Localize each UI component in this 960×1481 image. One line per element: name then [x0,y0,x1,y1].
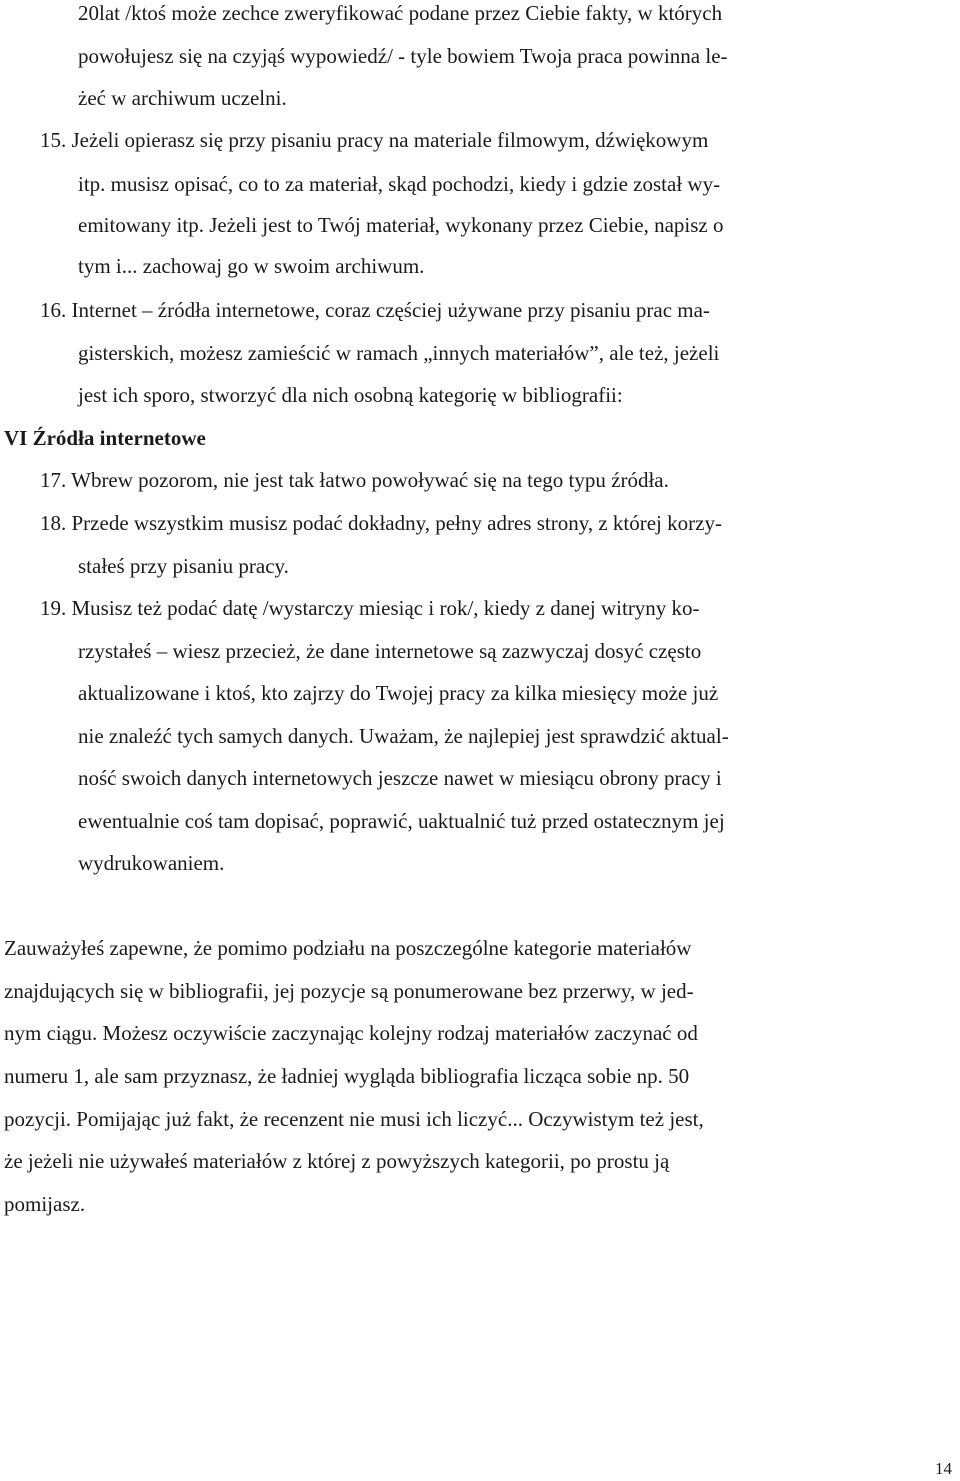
text-line: nie znaleźć tych samych danych. Uważam, że najlepiej jest sprawdzić aktual- [78,724,729,748]
text-line: gisterskich, możesz zamieścić w ramach „innych materiałów”, ale też, jeżeli [78,341,720,365]
list-item-17: 17. Wbrew pozorom, nie jest tak łatwo powoływać się na tego typu źródła. [40,468,669,492]
text-line: 20lat /ktoś może zechce zweryfikować podane przez Ciebie fakty, w których [78,1,723,25]
text-line: tym i... zachowaj go w swoim archiwum. [78,254,425,278]
text-line: jest ich sporo, stworzyć dla nich osobną kategorię w bibliografii: [78,383,623,407]
text-line: powołujesz się na czyjąś wypowiedź/ - tyle bowiem Twoja praca powinna le- [78,44,728,68]
paragraph-line: Zauważyłeś zapewne, że pomimo podziału na poszczególne kategorie materiałów [4,936,692,960]
text-line: żeć w archiwum uczelni. [78,86,287,110]
text-line: rzystałeś – wiesz przecież, że dane internetowe są zazwyczaj dosyć często [78,639,702,663]
paragraph-line: pozycji. Pomijając już fakt, że recenzent nie musi ich liczyć... Oczywistym też jest, [4,1107,704,1131]
section-heading: VI Źródła internetowe [4,426,206,450]
paragraph-line: nym ciągu. Możesz oczywiście zaczynając kolejny rodzaj materiałów zaczynać od [4,1021,698,1045]
text-line: emitowany itp. Jeżeli jest to Twój materiał, wykonany przez Ciebie, napisz o [78,213,724,237]
text-line: wydrukowaniem. [78,851,225,875]
text-line: ność swoich danych internetowych jeszcze nawet w miesiącu obrony pracy i [78,766,722,790]
page-number: 14 [935,1459,952,1478]
list-item-18: 18. Przede wszystkim musisz podać dokładny, pełny adres strony, z której korzy- [40,511,722,535]
list-item-19: 19. Musisz też podać datę /wystarczy miesiąc i rok/, kiedy z danej witryny ko- [40,596,700,620]
paragraph-line: że jeżeli nie używałeś materiałów z której z powyższych kategorii, po prostu ją [4,1149,670,1173]
paragraph-line: znajdujących się w bibliografii, jej pozycje są ponumerowane bez przerwy, w jed- [4,979,694,1003]
text-line: itp. musisz opisać, co to za materiał, skąd pochodzi, kiedy i gdzie został wy- [78,172,721,196]
list-item-15: 15. Jeżeli opierasz się przy pisaniu pracy na materiale filmowym, dźwiękowym [40,128,709,152]
text-line: ewentualnie coś tam dopisać, poprawić, uaktualnić tuż przed ostatecznym jej [78,809,725,833]
paragraph-line: pomijasz. [4,1192,86,1216]
paragraph-line: numeru 1, ale sam przyznasz, że ładniej wygląda bibliografia licząca sobie np. 50 [4,1064,690,1088]
list-item-16: 16. Internet – źródła internetowe, coraz częściej używane przy pisaniu prac ma- [40,298,710,322]
text-line: aktualizowane i ktoś, kto zajrzy do Twojej pracy za kilka miesięcy może już [78,681,719,705]
text-line: stałeś przy pisaniu pracy. [78,554,289,578]
